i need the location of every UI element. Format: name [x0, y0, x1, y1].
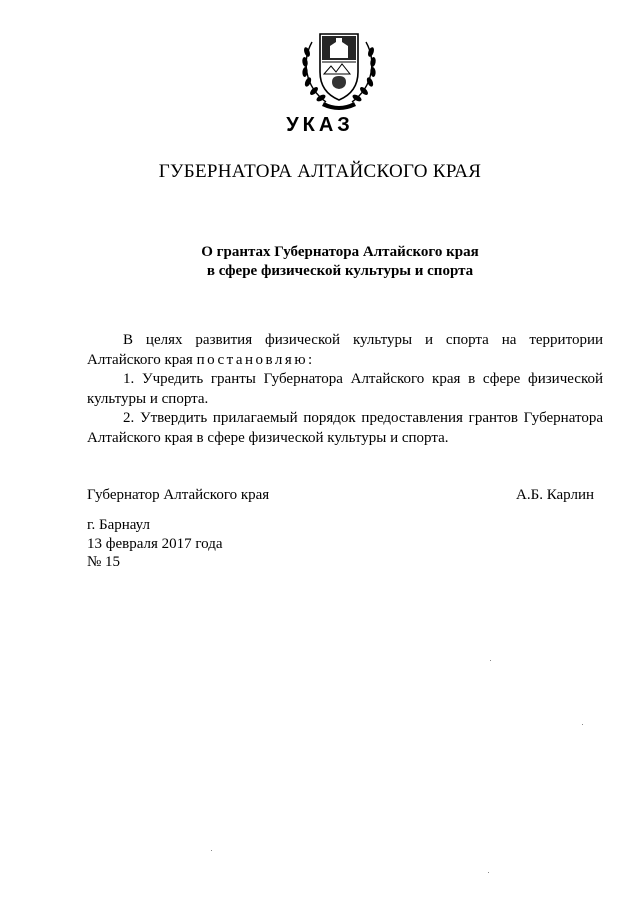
- altai-coat-of-arms-icon: [298, 22, 380, 112]
- scan-speck: [211, 850, 212, 851]
- scan-speck: [490, 660, 491, 661]
- signatory-position: Губернатор Алтайского края: [87, 487, 270, 503]
- heading-line-2: в сфере физической культуры и спорта: [206, 263, 474, 279]
- intro-paragraph: [87, 331, 603, 370]
- item-1: 1. Учредить гранты Губернатора Алтайского края в сфере физической культуры и спорта.: [87, 371, 603, 407]
- document-number: № 15: [87, 554, 121, 570]
- document-meta: [87, 516, 223, 572]
- intro-text: В целях развития физической культуры и спорта на территории Алтайского края: [87, 332, 603, 368]
- item-2: 2. Утвердить прилагаемый порядок предоставления грантов Губернатора Алтайского края в сфере физической культуры и спорта.: [87, 410, 603, 446]
- signatory-name: А.Б. Карлин: [516, 487, 595, 503]
- city: г. Барнаул: [87, 517, 150, 533]
- scan-speck: [582, 724, 583, 725]
- document-heading: [0, 243, 640, 281]
- date: 13 февраля 2017 года: [87, 535, 223, 552]
- document-type: УКАЗ: [286, 114, 354, 136]
- document-body: [87, 331, 603, 448]
- document-issuer: ГУБЕРНАТОРА АЛТАЙСКОГО КРАЯ: [158, 161, 482, 182]
- heading-line-1: О грантах Губернатора Алтайского края: [201, 244, 479, 260]
- decree-word: постановляю:: [196, 351, 315, 368]
- scan-speck: [488, 872, 489, 873]
